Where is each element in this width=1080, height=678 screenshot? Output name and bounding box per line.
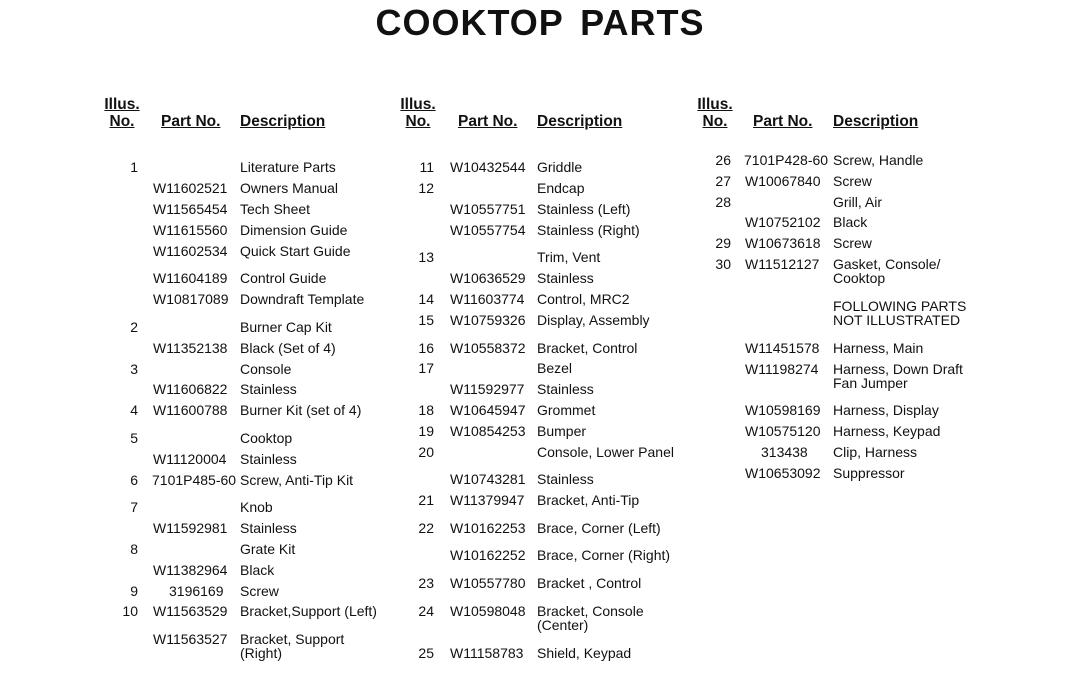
part-description: Stainless <box>240 381 297 397</box>
illus-number: 20 <box>418 444 434 460</box>
part-number: W11563527 <box>153 631 228 647</box>
part-description: Brace, Corner (Left) <box>537 520 661 536</box>
illus-number: 25 <box>418 645 434 661</box>
part-description: Harness, Display <box>833 402 939 418</box>
part-number: W11603774 <box>450 291 525 307</box>
part-description: Trim, Vent <box>537 249 601 265</box>
part-description: Grate Kit <box>240 541 296 557</box>
part-description: Owners Manual <box>240 180 339 196</box>
part-description: Stainless <box>537 381 594 397</box>
illus-number: 2 <box>130 319 138 335</box>
header-illus: Illus. <box>104 96 140 113</box>
part-description: Screw <box>833 173 872 189</box>
part-number: W10557754 <box>450 222 526 238</box>
part-number: 7101P428-60 <box>744 152 829 168</box>
header-illus-no: No. <box>405 113 431 130</box>
part-description-cont: Fan Jumper <box>833 375 908 391</box>
part-description: Stainless <box>537 270 594 286</box>
part-number: W11382964 <box>153 562 228 578</box>
part-number: W10645947 <box>450 402 526 418</box>
part-description: Grill, Air <box>833 194 882 210</box>
part-description: Control Guide <box>240 270 327 286</box>
part-number: W10598169 <box>745 402 821 418</box>
illus-number: 6 <box>130 472 138 488</box>
part-number: W11604189 <box>153 270 228 286</box>
part-number: W11600788 <box>153 402 228 418</box>
part-description: Harness, Keypad <box>833 423 941 439</box>
parts-column-3 <box>697 0 997 678</box>
part-number: W10558372 <box>450 340 526 356</box>
illus-number: 14 <box>418 291 434 307</box>
part-description: Bracket, Anti-Tip <box>537 492 640 508</box>
part-number: W10743281 <box>450 471 526 487</box>
header-description: Description <box>537 113 623 130</box>
part-description: FOLLOWING PARTS <box>833 298 967 314</box>
part-description: Literature Parts <box>240 159 336 175</box>
part-description: Stainless (Left) <box>537 201 631 217</box>
part-number: W11120004 <box>153 451 227 467</box>
part-number: W11592977 <box>450 381 525 397</box>
part-description: Stainless <box>240 451 297 467</box>
illus-number: 27 <box>715 173 731 189</box>
part-description-cont: Cooktop <box>833 270 886 286</box>
part-description: Harness, Down Draft <box>833 361 963 377</box>
part-description: Burner Cap Kit <box>240 319 332 335</box>
part-description: Black <box>833 214 868 230</box>
illus-number: 28 <box>715 194 731 210</box>
part-description: Screw, Anti-Tip Kit <box>240 472 354 488</box>
part-number: W11565454 <box>153 201 228 217</box>
part-number: W11379947 <box>450 492 525 508</box>
part-description: Tech Sheet <box>240 201 311 217</box>
part-number: W11512127 <box>745 256 820 272</box>
header-description: Description <box>833 113 919 130</box>
part-number: W11158783 <box>450 645 524 661</box>
part-description: Harness, Main <box>833 340 924 356</box>
part-description-cont: (Right) <box>240 645 283 661</box>
part-description: Bracket, Control <box>537 340 638 356</box>
illus-number: 18 <box>418 402 434 418</box>
parts-column-2 <box>400 0 700 678</box>
part-number: W11563529 <box>153 603 228 619</box>
illus-number: 11 <box>419 159 434 175</box>
part-description: Dimension Guide <box>240 222 348 238</box>
part-description: Control, MRC2 <box>537 291 630 307</box>
header-illus: Illus. <box>400 96 436 113</box>
part-number: W10432544 <box>450 159 526 175</box>
illus-number: 4 <box>130 402 138 418</box>
part-number: W10759326 <box>450 312 526 328</box>
part-description: Console <box>240 361 292 377</box>
illus-number: 17 <box>418 360 434 376</box>
part-description: Stainless (Right) <box>537 222 640 238</box>
part-number: W11606822 <box>153 381 228 397</box>
illus-number: 23 <box>418 575 434 591</box>
part-description: Quick Start Guide <box>240 243 351 259</box>
part-number: 7101P485-60 <box>152 472 237 488</box>
part-description: Black <box>240 562 275 578</box>
illus-number: 7 <box>130 499 138 515</box>
part-description: Display, Assembly <box>537 312 650 328</box>
illus-number: 9 <box>130 583 138 599</box>
header-description: Description <box>240 113 326 130</box>
part-number: 3196169 <box>169 583 224 599</box>
part-description: Bracket , Control <box>537 575 642 591</box>
part-number: W10557780 <box>450 575 526 591</box>
part-description: Gasket, Console/ <box>833 256 941 272</box>
part-number: W11352138 <box>153 340 228 356</box>
part-number: W10817089 <box>153 291 229 307</box>
part-number: W10636529 <box>450 270 526 286</box>
part-description: Endcap <box>537 180 585 196</box>
part-number: W10598048 <box>450 603 526 619</box>
part-number: W10162253 <box>450 520 526 536</box>
illus-number: 21 <box>418 492 434 508</box>
part-description: Grommet <box>537 402 596 418</box>
part-description: Griddle <box>537 159 583 175</box>
parts-column-1 <box>104 0 404 678</box>
part-description: Knob <box>240 499 273 515</box>
part-description: Bracket,Support (Left) <box>240 603 377 619</box>
illus-number: 30 <box>715 256 731 272</box>
part-description: Screw, Handle <box>833 152 924 168</box>
illus-number: 29 <box>715 235 731 251</box>
part-description: Bracket, Console <box>537 603 644 619</box>
part-description: Stainless <box>537 471 594 487</box>
part-description-cont: NOT ILLUSTRATED <box>833 312 961 328</box>
part-number: W11602521 <box>153 180 228 196</box>
illus-number: 15 <box>418 312 434 328</box>
illus-number: 8 <box>130 541 138 557</box>
part-number: W10067840 <box>745 173 821 189</box>
part-description: Bracket, Support <box>240 631 345 647</box>
part-number: W10752102 <box>745 214 821 230</box>
part-description-cont: (Center) <box>537 617 589 633</box>
part-number: W10557751 <box>450 201 526 217</box>
part-number: W10575120 <box>745 423 821 439</box>
part-description: Bezel <box>537 360 573 376</box>
part-description: Stainless <box>240 520 297 536</box>
part-description: Burner Kit (set of 4) <box>240 402 362 418</box>
illus-number: 26 <box>715 152 731 168</box>
part-number: W10162252 <box>450 547 526 563</box>
header-illus-no: No. <box>109 113 135 130</box>
illus-number: 12 <box>418 180 434 196</box>
illus-number: 24 <box>418 603 434 619</box>
part-number: W10653092 <box>745 465 821 481</box>
part-description: Screw <box>833 235 872 251</box>
header-part-no: Part No. <box>161 113 221 130</box>
part-number: W10854253 <box>450 423 526 439</box>
illus-number: 22 <box>418 520 434 536</box>
part-number: W11451578 <box>745 340 820 356</box>
header-part-no: Part No. <box>753 113 813 130</box>
part-description: Brace, Corner (Right) <box>537 547 671 563</box>
part-description: Clip, Harness <box>833 444 918 460</box>
illus-number: 5 <box>130 430 138 446</box>
header-part-no: Part No. <box>458 113 518 130</box>
part-number: W11198274 <box>745 361 819 377</box>
part-description: Cooktop <box>240 430 293 446</box>
illus-number: 10 <box>122 603 138 619</box>
part-number: W10673618 <box>745 235 821 251</box>
illus-number: 3 <box>130 361 138 377</box>
part-number: 313438 <box>761 444 808 460</box>
part-description: Suppressor <box>833 465 905 481</box>
part-number: W11592981 <box>153 520 228 536</box>
part-description: Bumper <box>537 423 587 439</box>
page-title: COOKTOP PARTS <box>375 2 705 43</box>
header-illus-no: No. <box>702 113 728 130</box>
part-description: Screw <box>240 583 279 599</box>
part-description: Black (Set of 4) <box>240 340 336 356</box>
part-number: W11602534 <box>153 243 228 259</box>
illus-number: 1 <box>130 159 138 175</box>
header-illus: Illus. <box>697 96 733 113</box>
part-description: Console, Lower Panel <box>537 444 674 460</box>
illus-number: 19 <box>418 423 434 439</box>
illus-number: 13 <box>418 249 434 265</box>
part-number: W11615560 <box>153 222 228 238</box>
illus-number: 16 <box>418 340 434 356</box>
part-description: Shield, Keypad <box>537 645 632 661</box>
part-description: Downdraft Template <box>240 291 365 307</box>
